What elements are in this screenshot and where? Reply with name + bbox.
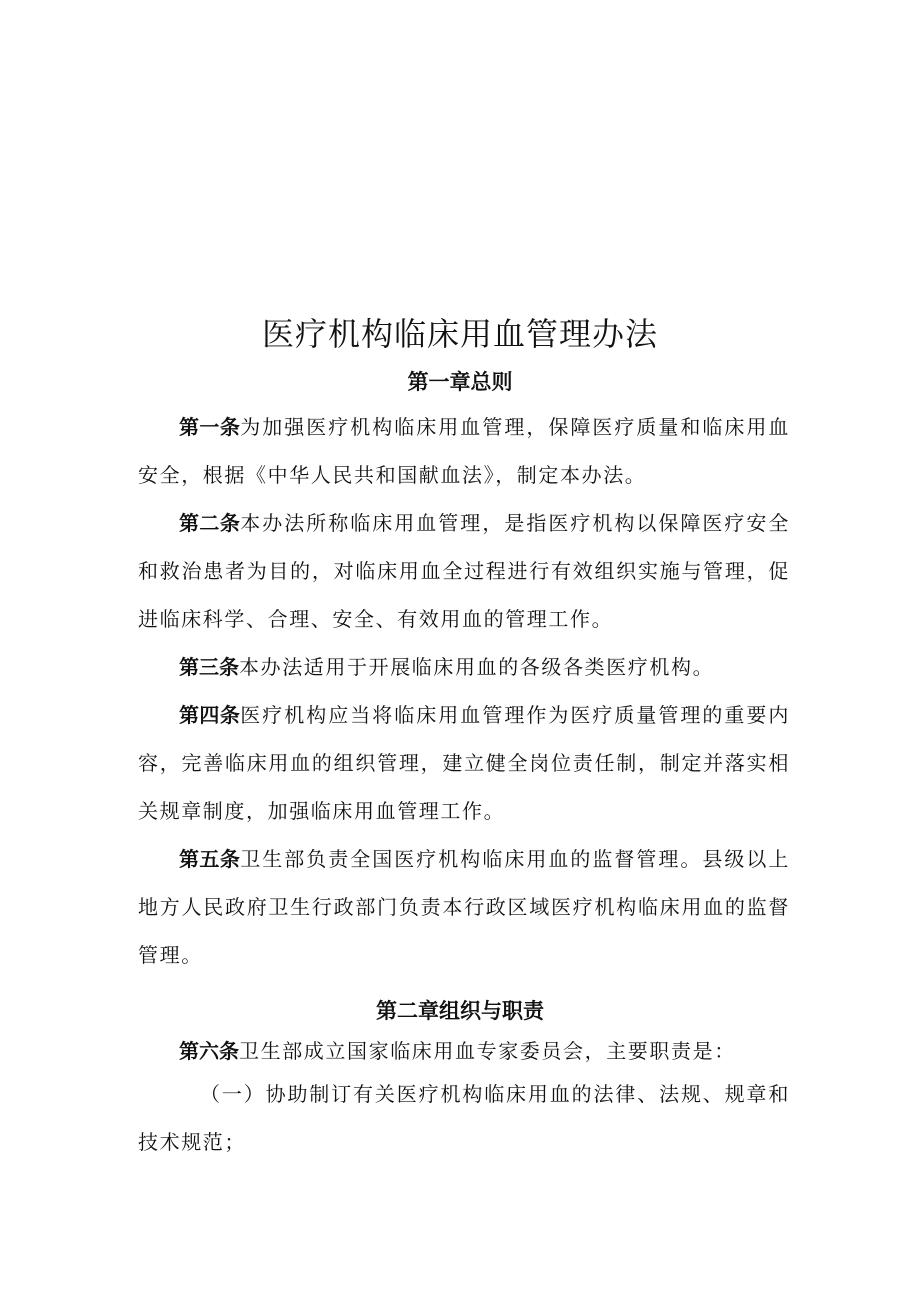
article-label: 第四条 <box>179 703 241 727</box>
article-label: 第三条 <box>179 655 239 679</box>
article-text: 本办法所称临床用血管理，是指医疗机构以保障医疗安全和救治患者为目的，对临床用血全过程进行有效组织实施与管理，促进临床科学、合理、安全、有效用血的管理工作。 <box>138 511 791 631</box>
article-text: 卫生部负责全国医疗机构临床用血的监督管理。县级以上地方人民政府卫生行政部门负责本行政区域医疗机构临床用血的监督管理。 <box>138 847 791 967</box>
article-4 <box>138 691 790 835</box>
article-text: 为加强医疗机构临床用血管理，保障医疗质量和临床用血安全，根据《中华人民共和国献血法》，制定本办法。 <box>138 415 791 487</box>
article-text: 卫生部成立国家临床用血专家委员会，主要职责是： <box>239 1039 736 1063</box>
list-item-1: （一）协助制订有关医疗机构临床用血的法律、法规、规章和技术规范； <box>138 1082 790 1154</box>
article-label: 第一条 <box>179 415 241 439</box>
chapter-heading-1: 第一章总则 <box>407 370 513 394</box>
article-5 <box>138 835 790 979</box>
article-label: 第二条 <box>179 511 241 535</box>
article-6 <box>138 1027 790 1075</box>
document-title: 医疗机构临床用血管理办法 <box>261 315 658 353</box>
article-label: 第五条 <box>179 847 241 871</box>
article-2 <box>138 499 790 643</box>
article-3 <box>138 643 790 691</box>
article-label: 第六条 <box>179 1039 239 1063</box>
article-1 <box>138 403 790 499</box>
article-text: 医疗机构应当将临床用血管理作为医疗质量管理的重要内容，完善临床用血的组织管理，建立健全岗位责任制，制定并落实相关规章制度，加强临床用血管理工作。 <box>138 703 791 823</box>
chapter-heading-2: 第二章组织与职责 <box>376 999 544 1023</box>
article-text: 本办法适用于开展临床用血的各级各类医疗机构。 <box>239 655 715 679</box>
